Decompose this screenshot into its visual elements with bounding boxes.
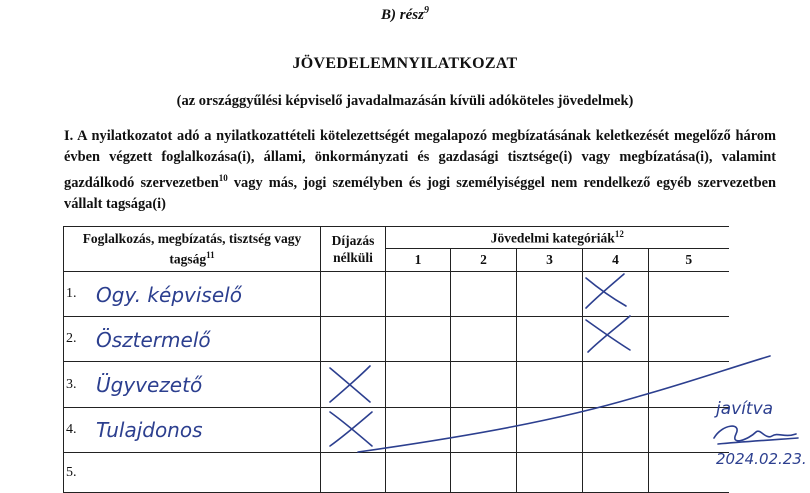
section-intro: I. A nyilatkozatot adó a nyilatkozattételi kötelezettségét megalapozó megbízatásának keletkezését megelőző három évben végzett foglalkozása(i), állami, önkormányzati és gazdasági tisztsége(i) vagy megbízatása(i), valamint gazdálkodó szervezetben$^{10}$ vagy más, jogi személyben és jogi személyiséggel nem rendelkező egyéb szervezetben vállalt tagsága(i) [64,128,776,212]
row-number: 4. [64,408,321,453]
category-cell [451,317,517,362]
category-cell [451,408,517,453]
category-cell [386,362,451,408]
handwritten-entry: Ösztermelő [96,328,211,352]
handwritten-entry: Ügyvezető [96,373,203,397]
category-cell [583,317,649,362]
footnote-ref: 10 [218,173,228,183]
row-number: 5. [64,453,321,493]
table-row [64,272,729,317]
category-cell [649,408,729,453]
category-cell [386,272,451,317]
row-number: 2. [64,317,321,362]
category-cell [386,317,451,362]
category-cell [517,272,583,317]
category-cell [451,272,517,317]
table-row [64,408,729,453]
header-income-categories: Jövedelmi kategóriák$^{12}$ [386,227,729,249]
category-cell [649,272,729,317]
category-cell [649,317,729,362]
category-cell [649,453,729,493]
category-cell [583,408,649,453]
table-row [64,317,729,362]
category-cell [386,453,451,493]
category-1-header: 1 [386,249,451,272]
footnote-ref: 9 [423,5,429,16]
category-cell [517,317,583,362]
category-cell [649,362,729,408]
category-cell [517,362,583,408]
category-2-header: 2 [451,249,517,272]
table-row [64,362,729,408]
category-cell [583,362,649,408]
page-subtitle: (az országgyűlési képviselő javadalmazásán kívüli adóköteles jövedelmek) [176,93,634,109]
correction-date: 2024.02.23. [716,450,807,468]
no-pay-cell [321,317,386,362]
handwritten-entry: Ogy. képviselő [96,283,242,307]
part-label: B) rész$^9$ [381,5,429,23]
category-3-header: 3 [517,249,583,272]
header-no-pay: Díjazás nélküli [321,227,386,272]
handwritten-entry: Tulajdonos [96,418,203,442]
income-table [63,226,729,493]
no-pay-cell [321,362,386,408]
no-pay-cell [321,408,386,453]
category-cell [451,453,517,493]
category-cell [583,453,649,493]
row-number: 1. [64,272,321,317]
page-title: JÖVEDELEMNYILATKOZAT [292,55,518,72]
category-cell [583,272,649,317]
row-number: 3. [64,362,321,408]
category-5-header: 5 [649,249,729,272]
category-cell [517,408,583,453]
correction-note: javítva [716,399,774,419]
category-cell [386,408,451,453]
category-cell [517,453,583,493]
no-pay-cell [321,272,386,317]
category-4-header: 4 [583,249,649,272]
table-row [64,453,729,493]
header-occupation: Foglalkozás, megbízatás, tisztség vagy tagság$^{11}$ [64,227,321,272]
category-cell [451,362,517,408]
no-pay-cell [321,453,386,493]
